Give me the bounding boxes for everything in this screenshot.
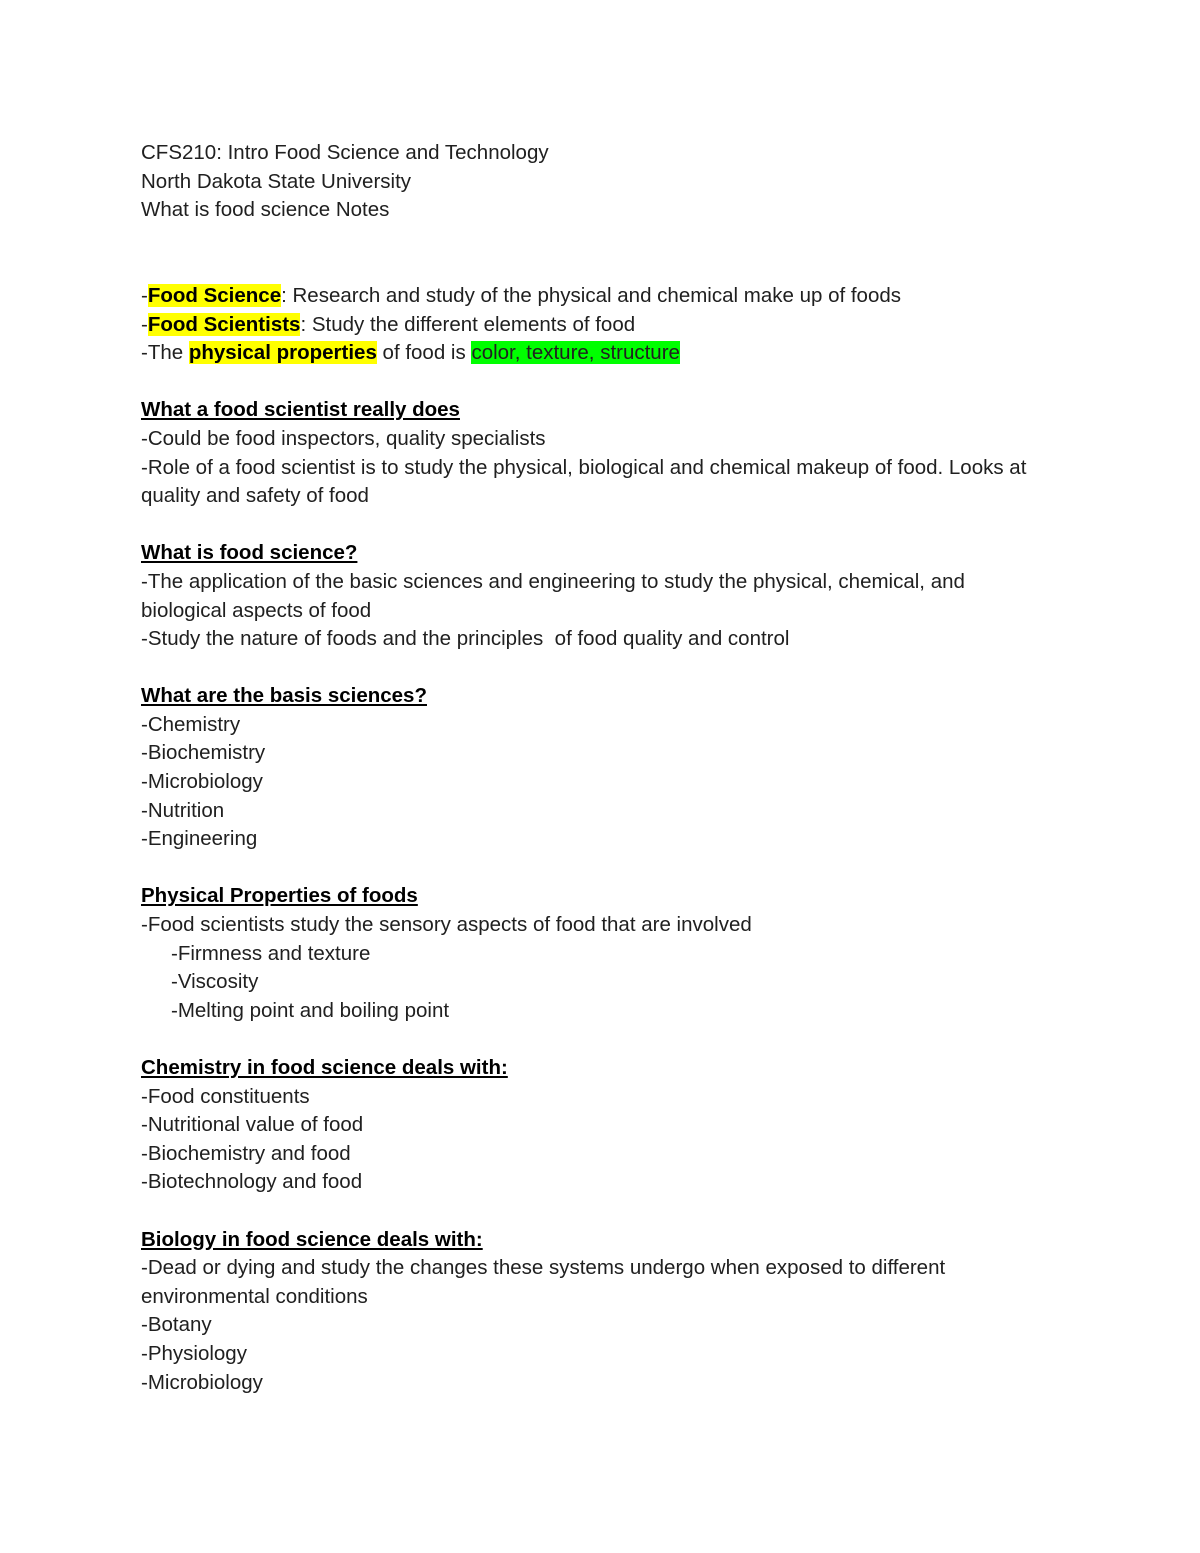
university-name: North Dakota State University: [141, 169, 412, 193]
section-heading: What is food science?: [141, 541, 358, 565]
list-item: -Biotechnology and food: [141, 1170, 363, 1194]
list-item: -Microbiology: [141, 770, 263, 794]
definition-food-science: -Food Science: Research and study of the physical and chemical make up of foods: [141, 283, 902, 307]
section-heading: Physical Properties of foods: [141, 884, 418, 908]
document-page: [141, 139, 1071, 1397]
list-item: -The application of the basic sciences and engineering to study the physical, chemical, and biological aspects of food: [141, 569, 965, 622]
sub-list-item: -Firmness and texture: [171, 941, 371, 965]
list-item: -Botany: [141, 1313, 212, 1337]
definition-physical-properties: -The physical properties of food is color, texture, structure: [141, 341, 680, 365]
term-highlight: physical properties: [188, 341, 377, 365]
list-item: -Role of a food scientist is to study the physical, biological and chemical makeup of food. Looks at quality and safety of food: [141, 455, 1027, 508]
section-heading: What a food scientist really does: [141, 398, 460, 422]
list-item: -Nutritional value of food: [141, 1113, 364, 1137]
notes-title: What is food science Notes: [141, 198, 390, 222]
list-item: -Study the nature of foods and the principles of food quality and control: [141, 627, 790, 651]
section-heading: Chemistry in food science deals with:: [141, 1056, 508, 1079]
term-highlight: Food Scientists: [147, 312, 301, 336]
course-title: CFS210: Intro Food Science and Technology: [141, 141, 549, 164]
list-item: -Could be food inspectors, quality specialists: [141, 426, 546, 450]
list-item: -Biochemistry and food: [141, 1141, 351, 1165]
list-item: -Biochemistry: [141, 741, 266, 765]
definition-food-scientists: -Food Scientists: Study the different elements of food: [141, 312, 636, 336]
list-item: -Food constituents: [141, 1084, 310, 1108]
list-item: -Food scientists study the sensory aspects of food that are involved: [141, 913, 752, 937]
section-heading: Biology in food science deals with:: [141, 1227, 483, 1251]
section-heading: What are the basis sciences?: [141, 684, 427, 708]
sub-list-item: -Viscosity: [171, 970, 259, 994]
list-item: -Physiology: [141, 1341, 247, 1365]
list-item: -Dead or dying and study the changes these systems undergo when exposed to different environmental conditions: [141, 1256, 946, 1308]
sub-list-item: -Melting point and boiling point: [171, 998, 450, 1022]
list-item: -Chemistry: [141, 712, 241, 736]
term-highlight: Food Science: [147, 283, 282, 307]
list-item: -Nutrition: [141, 798, 225, 822]
list-item: -Engineering: [141, 827, 258, 851]
green-highlight: color, texture, structure: [471, 341, 680, 365]
list-item: -Microbiology: [141, 1370, 263, 1394]
